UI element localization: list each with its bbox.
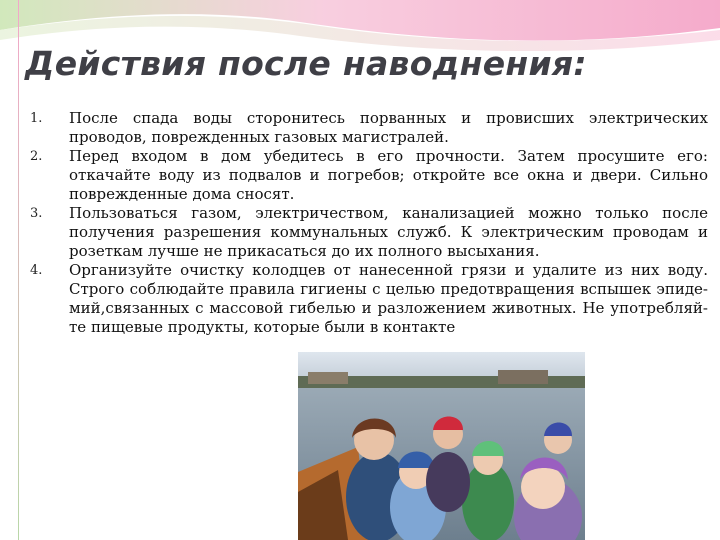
list-item xyxy=(30,261,710,337)
item-text: Организуйте очистку колодцев от нанесенной грязи и удалите из них воду. Строго соблюдайте правила гигиены с целью предотвращения вспышек эпиде-мий,связанных с массовой гибелью и разложением животных. Не употребляй-те пищевые продукты, которые были в контакте xyxy=(69,261,708,336)
list-item xyxy=(30,109,710,147)
list-item xyxy=(30,204,710,261)
item-text: После спада воды сторонитесь порванных и провисших электрических проводов, поврежденных газовых магистралей. xyxy=(69,109,708,146)
page-title: Действия после наводнения: xyxy=(25,44,587,83)
item-number: 4. xyxy=(30,263,43,278)
flood-evacuation-photo xyxy=(298,352,585,540)
item-text: Перед входом в дом убедитесь в его прочности. Затем просушите его: откачайте воду из подвалов и погребов; откройте все окна и двери. Сильно поврежденные дома сносят. xyxy=(69,147,708,203)
item-number: 1. xyxy=(30,111,43,126)
decorative-vertical-line xyxy=(18,0,19,540)
actions-list xyxy=(30,109,710,337)
item-number: 2. xyxy=(30,149,43,164)
list-item xyxy=(30,147,710,204)
item-text: Пользоваться газом, электричеством, канализацией можно только после получения разрешения коммунальных служб. К электрическим проводам и розеткам лучше не прикасаться до их полного высыхания. xyxy=(69,204,708,260)
item-number: 3. xyxy=(30,206,43,221)
